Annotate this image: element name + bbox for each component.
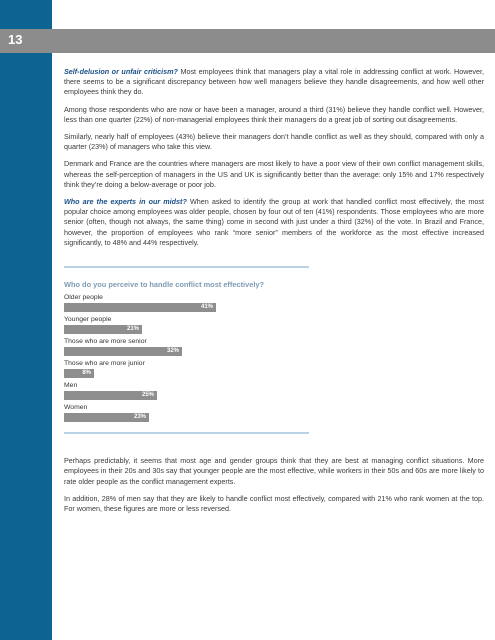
- body-paragraph: [64, 132, 484, 152]
- bar-category-label: Those who are more senior: [64, 338, 147, 346]
- bar: [64, 347, 182, 356]
- bar: [64, 325, 142, 334]
- header-band: [0, 29, 495, 53]
- bar: [64, 391, 157, 400]
- bar-category-label: Younger people: [64, 316, 112, 324]
- paragraph-lead: Self-delusion or unfair criticism?: [64, 67, 178, 76]
- chart-bars: [64, 293, 484, 422]
- bar-value-label: 21%: [126, 326, 139, 333]
- bar-value-label: 41%: [200, 304, 213, 311]
- bar-group: [64, 315, 484, 334]
- bar: [64, 369, 94, 378]
- body-paragraph: [64, 67, 484, 98]
- bar-value-label: 23%: [133, 414, 146, 421]
- divider: [64, 432, 309, 434]
- chart-title: Who do you perceive to handle conflict most effectively?: [64, 280, 264, 290]
- left-sidebar-band: [0, 0, 52, 640]
- body-paragraph: [64, 159, 484, 190]
- bar-category-label: Those who are more junior: [64, 360, 145, 368]
- bar: [64, 303, 216, 312]
- bar-group: [64, 293, 484, 312]
- paragraph-lead: Who are the experts in our midst?: [64, 197, 187, 207]
- body-paragraph: [64, 105, 484, 125]
- bar-group: [64, 381, 484, 400]
- body-paragraph: In addition, 28% of men say that they are likely to handle conflict most effectively, compared with 21% who rank women at the top. For women, these figures are more or less reversed.: [64, 493, 484, 514]
- bar-value-label: 32%: [166, 348, 179, 355]
- bar-group: [64, 403, 484, 422]
- bar-group: [64, 359, 484, 378]
- body-paragraph: Perhaps predictably, it seems that most age and gender groups think that they are best at managing conflict situations. More employees in their 20s and 30s say that younger people are the most effective, while workers in their 50s and 60s are more likely to rate older people as the conflict management experts.: [64, 456, 484, 486]
- bar-value-label: 8%: [82, 370, 91, 377]
- paragraph-text: Most employees think that managers play a vital role in addressing conflict at work. However, there seems to be a significant discrepancy between how well managers believe they handle disagreements, and how well other employees think they do.: [64, 67, 484, 97]
- bar: [64, 413, 149, 422]
- body-paragraph: [64, 197, 484, 248]
- bar-value-label: 25%: [141, 392, 154, 399]
- paragraph-text: Among those respondents who are now or have been a manager, around a third (31%) believe they handle conflict well. However, less than one quarter (22%) of non-managerial employees think their managers do a great job of sorting out disagreements.: [64, 104, 484, 124]
- bar-chart: [64, 280, 484, 422]
- intro-paragraphs: [64, 67, 484, 248]
- bar-category-label: Older people: [64, 294, 103, 302]
- divider: [64, 266, 309, 268]
- closing-paragraphs: [64, 456, 484, 514]
- paragraph-text: Denmark and France are the countries where managers are most likely to have a poor view of their own conflict management skills, whereas the self-perception of managers in the US and UK is significantly better than the average: only 15% and 17% respectively think they’re doing a below-average or poor job.: [64, 159, 484, 189]
- paragraph-text: Similarly, nearly half of employees (43%) believe their managers don’t handle conflict as well as they should, compared with only a quarter (23%) of managers who take this view.: [64, 132, 484, 152]
- paragraph-text: When asked to identify the group at work that handled conflict most effectively, the most popular choice among employees was older people, chosen by four out of ten (41%) respondents. Those employees who are more senior (often, though not always, the same thing) come in second with just under a third (32%) of the vote. In Brazil and France, however, the proportion of employees who rank “more senior” members of the workforce as the most effective increased significantly, to 48% and 44% respectively.: [64, 197, 484, 247]
- main-content: [64, 67, 484, 521]
- bar-category-label: Men: [64, 382, 78, 390]
- page-number: 13: [8, 32, 23, 47]
- bar-group: [64, 337, 484, 356]
- bar-category-label: Women: [64, 404, 88, 412]
